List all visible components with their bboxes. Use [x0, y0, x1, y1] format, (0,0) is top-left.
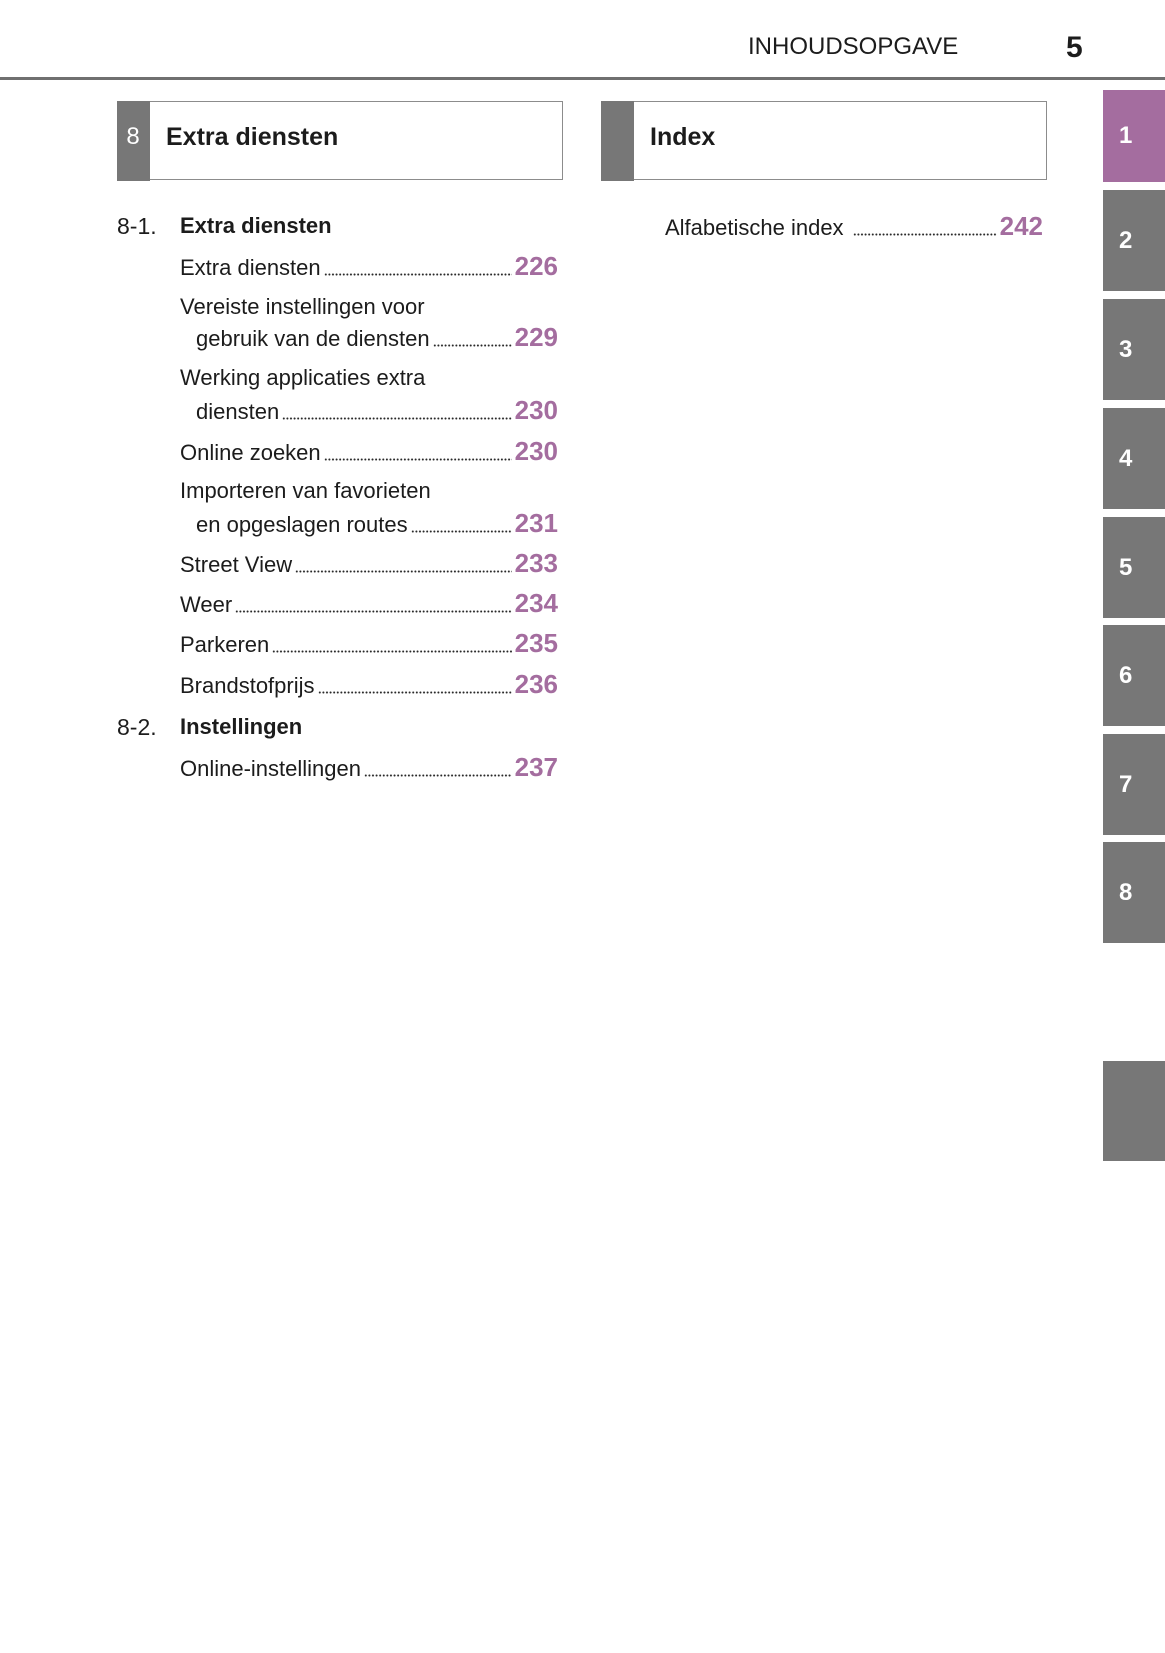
entry-page-number: 235: [514, 628, 558, 658]
entry-title-continued: en opgeslagen routes: [196, 512, 408, 537]
toc-entry-weer[interactable]: [180, 588, 558, 618]
dot-leader: [318, 691, 512, 694]
side-tab-2[interactable]: [1103, 190, 1165, 291]
side-tab-label: 1: [1119, 122, 1133, 149]
toc-entry-parkeren[interactable]: [180, 628, 558, 658]
section-title: Extra diensten: [180, 213, 332, 238]
side-tab-label: 7: [1119, 770, 1133, 798]
entry-page-number: 237: [514, 752, 558, 782]
chapter-title: Extra diensten: [166, 123, 339, 151]
side-tab-4[interactable]: [1103, 408, 1165, 509]
entry-title: Alfabetische index: [665, 215, 844, 240]
entry-title-line: Vereiste instellingen voor: [180, 294, 425, 319]
toc-entry-extra-diensten[interactable]: [180, 251, 558, 281]
entry-line: [196, 322, 558, 352]
entry-line: [180, 251, 558, 281]
toc-entry-online-zoeken[interactable]: [180, 436, 558, 466]
dot-leader: [324, 458, 512, 461]
side-tab-label: 3: [1119, 335, 1133, 363]
entry-line: [196, 395, 558, 425]
chapter-8-header: [117, 101, 563, 180]
entry-page-number: 226: [514, 251, 558, 281]
entry-line: [665, 211, 1043, 241]
entry-title: Street View: [180, 552, 293, 577]
toc-entry-alfabetische-index[interactable]: [665, 211, 1043, 241]
dot-leader: [272, 650, 511, 653]
side-tab-1[interactable]: [1103, 90, 1165, 182]
entry-page-number: 242: [999, 211, 1043, 241]
dot-leader: [433, 344, 512, 347]
entry-line: [180, 669, 558, 699]
entry-title: Brandstofprijs: [180, 673, 315, 698]
side-tab-label: 2: [1119, 226, 1133, 254]
entry-line: [180, 588, 558, 618]
entry-line: [180, 628, 558, 658]
index-chapter-header: [601, 101, 1047, 180]
section-number: 8-2.: [117, 714, 157, 740]
entry-line: [180, 548, 558, 578]
side-tab-7[interactable]: [1103, 734, 1165, 835]
running-header-title: INHOUDSOPGAVE: [748, 33, 959, 60]
dot-leader: [411, 530, 512, 533]
toc-entry-online-instellingen[interactable]: [180, 752, 558, 782]
dot-leader: [324, 273, 512, 276]
toc-entry-importeren-favorieten[interactable]: [180, 476, 558, 538]
chapter-number: 8: [126, 122, 140, 150]
chapter-number-badge: [117, 101, 150, 181]
header-rule: [0, 77, 1165, 80]
entry-title-line: Importeren van favorieten: [180, 478, 431, 503]
section-number: 8-1.: [117, 213, 157, 239]
entry-page-number: 234: [514, 588, 558, 618]
side-tab-label: 5: [1119, 553, 1133, 581]
side-tab-6[interactable]: [1103, 625, 1165, 726]
entry-title: Extra diensten: [180, 255, 321, 280]
entry-title-continued: gebruik van de diensten: [196, 326, 430, 351]
toc-entry-street-view[interactable]: [180, 548, 558, 578]
entry-page-number: 230: [514, 436, 558, 466]
entry-page-number: 236: [514, 669, 558, 699]
side-tab-label: 6: [1119, 661, 1133, 689]
toc-entry-brandstofprijs[interactable]: [180, 669, 558, 699]
side-tab-index[interactable]: [1103, 1061, 1165, 1161]
entry-line: [196, 508, 558, 538]
entry-title: Parkeren: [180, 632, 270, 657]
side-tab-label: 8: [1119, 878, 1133, 906]
entry-line: [180, 436, 558, 466]
entry-line: [180, 752, 558, 782]
toc-entry-vereiste-instellingen[interactable]: [180, 292, 558, 352]
chapter-title: Index: [650, 123, 716, 151]
section-title: Instellingen: [180, 714, 303, 739]
entry-page-number: 233: [514, 548, 558, 578]
side-tab-label: 4: [1119, 444, 1133, 472]
toc-entry-werking-applicaties[interactable]: [180, 363, 558, 425]
chapter-number-badge: [601, 101, 634, 181]
side-tab-8[interactable]: [1103, 842, 1165, 943]
dot-leader: [282, 417, 511, 420]
page-number: 5: [1066, 31, 1083, 64]
dot-leader: [295, 570, 512, 573]
entry-page-number: 231: [514, 508, 558, 538]
side-tab-5[interactable]: [1103, 517, 1165, 618]
entry-page-number: 230: [514, 395, 558, 425]
dot-leader: [853, 233, 997, 236]
entry-title: Weer: [180, 592, 233, 617]
entry-title: Online-instellingen: [180, 756, 361, 781]
entry-title-continued: diensten: [196, 399, 280, 424]
entry-title-line: Werking applicaties extra: [180, 365, 426, 390]
entry-title: Online zoeken: [180, 440, 321, 465]
entry-page-number: 229: [514, 322, 558, 352]
dot-leader: [364, 774, 512, 777]
side-tab-3[interactable]: [1103, 299, 1165, 400]
dot-leader: [235, 610, 511, 613]
